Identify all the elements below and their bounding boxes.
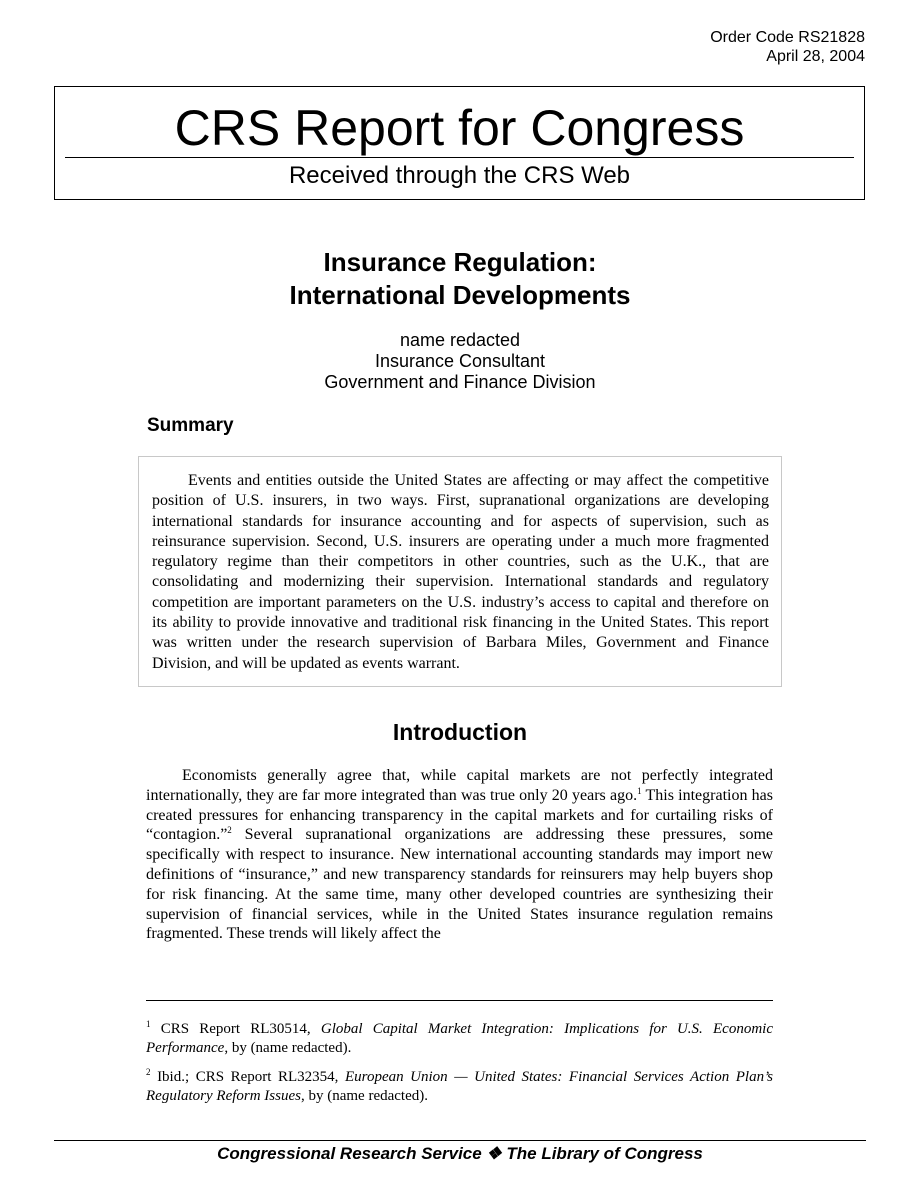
report-date: April 28, 2004	[766, 48, 865, 65]
crs-banner	[54, 86, 865, 200]
footnote-2	[146, 1068, 773, 1106]
footnote-1-number: 1	[146, 1019, 151, 1029]
order-info	[710, 28, 865, 66]
footnote-1	[146, 1020, 773, 1058]
author-division: Government and Finance Division	[324, 372, 596, 392]
banner-rule	[65, 157, 854, 158]
footnote-separator	[146, 1000, 773, 1001]
footnote-1-title: Global Capital Market Integration: Implications for U.S. Economic Performance	[146, 1021, 773, 1056]
intro-text-part2: This integration has created pressures for enhancing transparency in the capital markets and for curtailing risks of “contagion.”	[146, 786, 774, 844]
banner-title: CRS Report for Congress	[174, 100, 745, 156]
introduction-paragraph	[146, 766, 773, 944]
report-title-line2: International Developments	[289, 280, 631, 310]
footnote-ref-1[interactable]: 1	[637, 785, 642, 796]
author-name: name redacted	[399, 330, 521, 350]
summary-box	[138, 456, 782, 687]
order-code: Order Code RS21828	[710, 29, 865, 46]
author-role: Insurance Consultant	[374, 351, 546, 371]
footnote-2-title: European Union — United States: Financial Services Action Plan’s Regulatory Reform Issues	[146, 1069, 773, 1104]
intro-text-part1: Economists generally agree that, while capital markets are not perfectly integrated internationally, they are far more integrated than was true only 20 years ago.	[146, 767, 773, 804]
footnote-2-prefix: Ibid.; CRS Report RL32354,	[150, 1069, 345, 1085]
footnote-ref-2[interactable]: 2	[227, 825, 232, 836]
footnote-1-prefix: CRS Report RL30514,	[150, 1021, 321, 1037]
introduction-heading: Introduction	[392, 719, 528, 745]
banner-subtitle: Received through the CRS Web	[288, 162, 631, 189]
footer-rule	[54, 1140, 866, 1141]
intro-text-part3: Several supranational organizations are addressing these pressures, some specifically with respect to insurance. New international accounting standards may import new definitions of “insurance,” and new transparency standards for reinsurers may help buyers shop for risk financing. At the same time, many other developed countries are synthesizing their supervision of financial services, while in the United States insurance regulation remains fragmented. These trends will likely affect the	[146, 826, 773, 943]
summary-heading: Summary	[147, 415, 234, 436]
footer-text: Congressional Research Service ❖ The Library of Congress	[217, 1144, 703, 1163]
report-title-line1: Insurance Regulation:	[323, 247, 597, 277]
footnote-2-number: 2	[146, 1067, 151, 1077]
footnote-2-suffix: , by (name redacted).	[300, 1088, 429, 1104]
footnote-1-suffix: , by (name redacted).	[224, 1040, 352, 1056]
summary-text: Events and entities outside the United States are affecting or may affect the competitive position of U.S. insurers, in two ways. First, supranational organizations are developing international standards for insurance accounting and for aspects of supervision, such as reinsurance supervision. Second, U.S. insurers are operating under a much more fragmented regulatory regime than their competitors in other countries, such as the U.K., that are consolidating and modernizing their supervision. International standards and regulatory competition are important parameters on the U.S. industry’s access to capital and therefore on its ability to provide innovative and traditional risk financing in the United States. This report was written under the research supervision of Barbara Miles, Government and Finance Division, and will be updated as events warrant.	[152, 472, 769, 672]
